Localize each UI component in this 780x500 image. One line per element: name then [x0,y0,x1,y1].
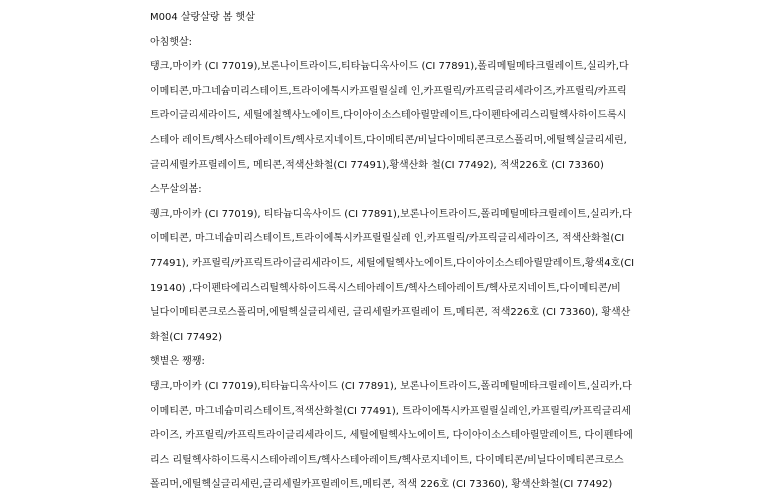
ingredient-paragraph [150,203,635,351]
ingredient-line: 탱크,마이카 (CI 77019),티타늄디옥사이드 (CI 77891), 보론나이트라이드,폴리메틸메타크릴레이트,실리카,다 [150,380,632,392]
ingredient-line: 스테아 레이트/헥사스테아레이트/헥사로지네이트,다이메티콘/비닐다이메티콘크로스폴리머,에틸헥실글리세린, [150,134,627,146]
ingredient-line: 77491), 카프릴릭/카프릭트라이글리세라이드, 세틸에틸헥사노에이트,다이아이소스테아릴말레이트,황색4호(CI [150,257,635,269]
ingredient-line: 화철(CI 77492) [150,331,223,343]
ingredient-line: 이메티콘, 마그네슘미리스테이트,적색산화철(CI 77491), 트라이에톡시카프릴릴실레인,카프릴릭/카프릭글리세 [150,405,631,417]
section-heading: 햇볕은 쨍쨍: [150,356,205,368]
ingredient-line: 이메티콘, 마그네슘미리스테이트,트라이에톡시카프릴릴실레 인,카프릴릭/카프릭글리세라이즈, 적색산화철(CI [150,233,625,245]
ingredient-line: 트라이글리세라이드, 세틸에칠헥사노에이트,다이아이소스테아릴말레이트,다이펜타에리스리틸헥사하이드록시 [150,110,627,122]
ingredient-paragraph [150,375,635,498]
ingredient-line: 19140) ,다이펜타에리스리틸헥사하이드록시스테아레이트/헥사스테아레이트/헥사로지네이트,다이메티콘/비 [150,282,621,294]
document-title: M004 살랑살랑 봄 햇살 [150,12,255,23]
section-bright-sunshine [150,350,635,498]
ingredient-line: 닐다이메티콘크로스폴리머,에틸헥실글리세린, 글리세릴카프릴레이 트,메티콘, 적색226호 (CI 73360), 황색산 [150,307,631,319]
ingredient-line: 리스 리틸헥사하이드록시스테아레이트/헥사스테아레이트/헥사로지네이트, 다이메티콘/비닐다이메티콘크로스 [150,454,624,466]
ingredient-line: 이메티콘,마그네슘미리스테이트,트라이에톡시카프릴릴실레 인,카프릴릭/카프릭글리세라이즈,카프릴릭/카프릭 [150,85,627,97]
ingredient-document [150,6,635,498]
ingredient-paragraph [150,55,635,178]
section-morning-sunlight [150,31,635,179]
ingredient-line: 폴리머,에틸헥실글리세린,글리세릴카프릴레이트,메티콘, 적색 226호 (CI 73360), 황색산화철(CI 77492) [150,479,613,491]
ingredient-line: 글리세릴카프릴레이트, 메티콘,적색산화철(CI 77491),황색산화 철(CI 77492), 적색226호 (CI 73360) [150,159,604,171]
section-heading: 스무살의봄: [150,184,202,196]
ingredient-line: 퀭크,마이카 (CI 77019), 티타늄디옥사이드 (CI 77891),보론나이트라이드,폴리메틸메타크릴레이트,실리카,다 [150,208,632,220]
ingredient-line: 탱크,마이카 (CI 77019),보론나이트라이드,티타늄디옥사이드 (CI 77891),폴리메틸메타크릴레이트,실리카,다 [150,61,629,73]
section-heading: 아침햇살: [150,36,193,48]
section-twenty-spring [150,178,635,350]
ingredient-line: 라이즈, 카프릴릭/카프릭트라이글리세라이드, 세틸에틸헥사노에이트, 다이아이소스테아릴말레이트, 다이펜타에 [150,430,633,442]
